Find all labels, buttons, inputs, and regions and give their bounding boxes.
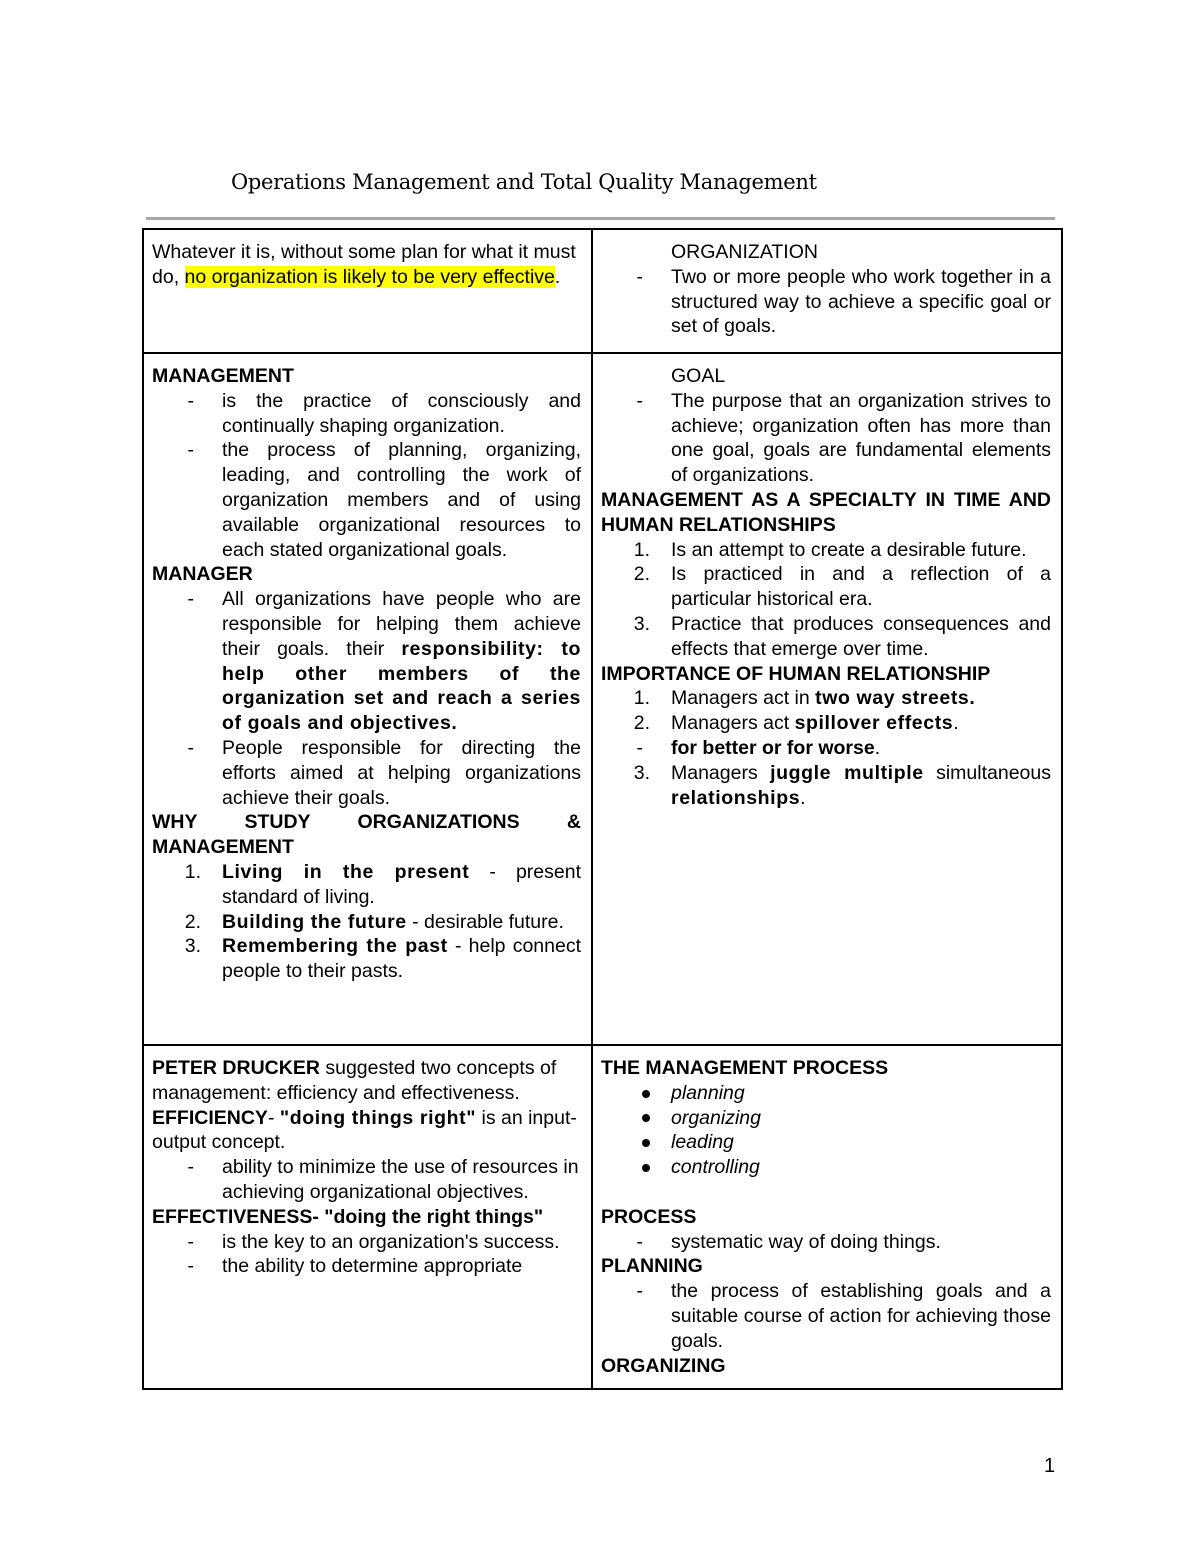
list-item: - the ability to determine appropriate bbox=[187, 1255, 523, 1278]
page-number: 1 bbox=[1044, 1455, 1056, 1477]
management-process-cell bbox=[592, 1045, 1062, 1389]
specialty-heading: MANAGEMENT AS A SPECIALTY IN TIME AND HUMAN RELATIONSHIPS bbox=[601, 488, 1051, 536]
organization-heading: ORGANIZATION bbox=[671, 241, 818, 263]
drucker-paragraph: PETER DRUCKER suggested two concepts of management: efficiency and effectiveness. bbox=[152, 1057, 557, 1104]
list-item: 1. Is an attempt to create a desirable future. bbox=[633, 538, 1027, 561]
list-item: - for better or for worse. bbox=[636, 736, 881, 759]
effectiveness-heading: EFFECTIVENESS- "doing the right things" bbox=[152, 1205, 544, 1228]
list-item: 3. Remembering the past - help connect people to their pasts. bbox=[184, 935, 581, 983]
list-item: 2. Is practiced in and a reflection of a particular historical era. bbox=[633, 563, 1051, 611]
list-item: - is the practice of consciously and continually shaping organization. bbox=[187, 389, 581, 437]
list-item: organizing bbox=[601, 1106, 1051, 1131]
human-relationship-heading: IMPORTANCE OF HUMAN RELATIONSHIP bbox=[601, 662, 991, 685]
goal-heading: GOAL bbox=[671, 365, 726, 387]
manager-heading: MANAGER bbox=[152, 563, 253, 586]
table-row bbox=[143, 229, 1062, 353]
management-heading: MANAGEMENT bbox=[152, 365, 294, 387]
list-item: leading bbox=[601, 1130, 1051, 1155]
management-process-heading: THE MANAGEMENT PROCESS bbox=[601, 1057, 889, 1079]
table-row bbox=[143, 1045, 1062, 1389]
highlighted-text: no organization is likely to be very effective bbox=[184, 265, 555, 288]
notes-table bbox=[142, 228, 1063, 1390]
process-heading: PROCESS bbox=[601, 1205, 697, 1228]
list-item: 2. Building the future - desirable future. bbox=[184, 910, 564, 933]
list-item: - systematic way of doing things. bbox=[636, 1230, 941, 1253]
list-item: - The purpose that an organization strives to achieve; organization often has more than one goal, goals are fundamental elements of organizations. bbox=[636, 389, 1051, 487]
list-item: - People responsible for directing the efforts aimed at helping organizations achieve their goals. bbox=[187, 736, 581, 809]
header-rule bbox=[146, 217, 1055, 220]
organization-cell bbox=[592, 229, 1062, 353]
list-item: - All organizations have people who are responsible for helping them achieve their goals. their responsibility: to help other members of the organization set and reach a series of goals and objectives. bbox=[187, 588, 581, 735]
efficiency-paragraph: EFFICIENCY- "doing things right" is an input-output concept. bbox=[152, 1106, 577, 1154]
list-item: - is the key to an organization's success. bbox=[187, 1230, 560, 1253]
bullet-icon bbox=[642, 1114, 650, 1122]
list-item: planning bbox=[601, 1081, 1051, 1106]
page-header-title: Operations Management and Total Quality Management bbox=[231, 170, 817, 194]
list-item: - the process of establishing goals and a suitable course of action for achieving those goals. bbox=[636, 1280, 1051, 1352]
table-row bbox=[143, 353, 1062, 1045]
list-item: 1. Living in the present - present standard of living. bbox=[184, 860, 581, 908]
list-item: 2. Managers act spillover effects. bbox=[633, 712, 959, 735]
bullet-icon bbox=[642, 1090, 650, 1098]
intro-cell bbox=[143, 229, 592, 353]
management-cell bbox=[143, 353, 592, 1045]
list-item: - ability to minimize the use of resources in achieving organizational objectives. bbox=[187, 1156, 579, 1203]
list-item: 1. Managers act in two way streets. bbox=[633, 687, 976, 710]
list-item: controlling bbox=[601, 1155, 1051, 1180]
list-item: - the process of planning, organizing, leading, and controlling the work of organization members and of using available organizational resources to each stated organizational goals. bbox=[187, 439, 581, 561]
why-study-heading: WHY STUDY ORGANIZATIONS & MANAGEMENT bbox=[152, 811, 581, 859]
planning-heading: PLANNING bbox=[601, 1255, 703, 1278]
intro-paragraph: Whatever it is, without some plan for what it must do, no organization is likely to be very effective. bbox=[152, 241, 576, 288]
organizing-heading: ORGANIZING bbox=[601, 1354, 726, 1377]
drucker-cell bbox=[143, 1045, 592, 1389]
goal-cell bbox=[592, 353, 1062, 1045]
bullet-icon bbox=[642, 1164, 650, 1172]
list-item: 3. Practice that produces consequences and effects that emerge over time. bbox=[633, 612, 1051, 660]
bullet-icon bbox=[642, 1139, 650, 1147]
list-item: - Two or more people who work together in a structured way to achieve a specific goal or set of goals. bbox=[636, 265, 1051, 338]
list-item: 3. Managers juggle multiple simultaneous relationships. bbox=[633, 761, 1051, 809]
